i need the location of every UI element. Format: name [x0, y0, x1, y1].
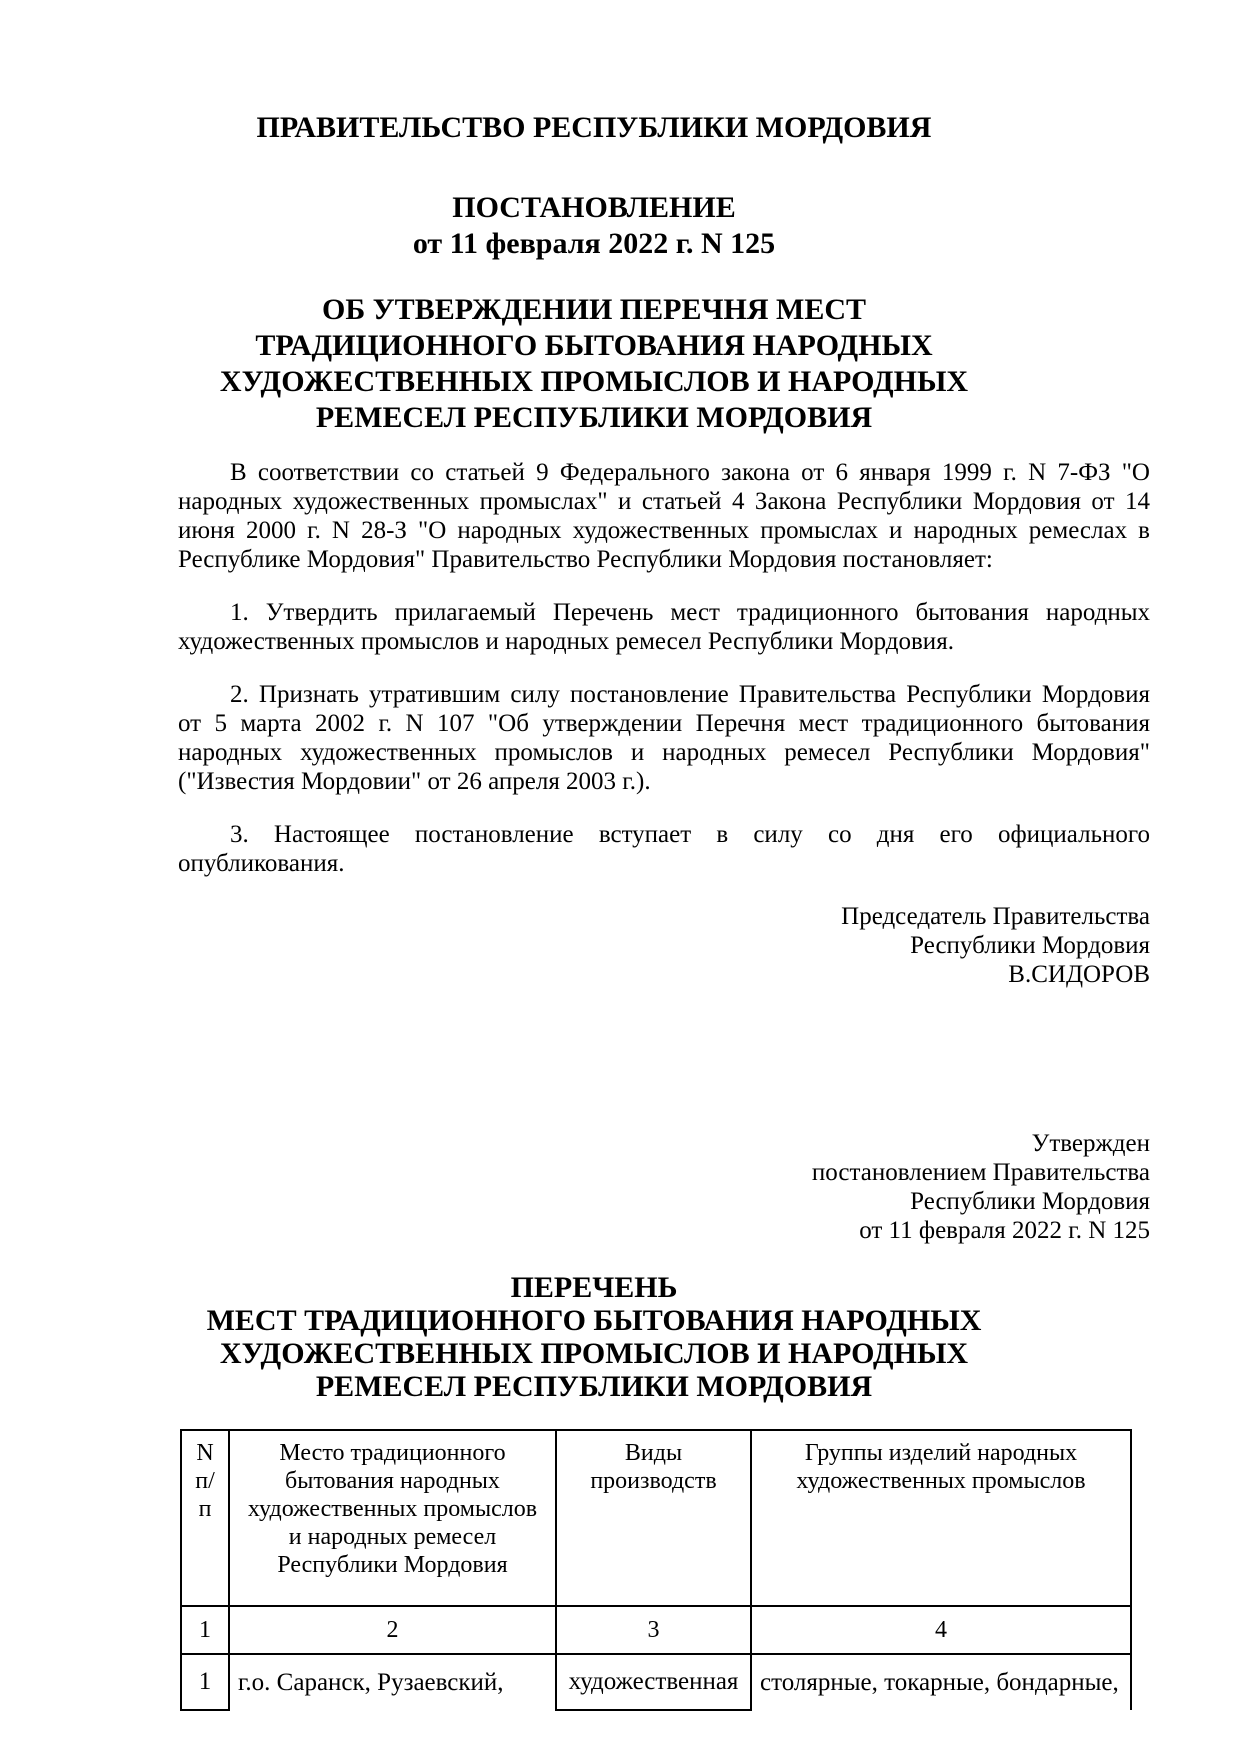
- document-date-number: от 11 февраля 2022 г. N 125: [412, 227, 776, 260]
- table-header-cell-place: Место традиционного бытования народных художественных промыслов и народных ремесел Республики Мордовия: [229, 1430, 556, 1606]
- approval-block: [178, 1129, 1150, 1245]
- signature-role-line-2: Республики Мордовия: [910, 932, 1150, 959]
- document-type: ПОСТАНОВЛЕНИЕ: [452, 191, 736, 224]
- table-cell-place: г.о. Саранск, Рузаевский,: [229, 1654, 556, 1710]
- table-header-cell-number: N п/п: [181, 1430, 229, 1606]
- table-column-number-row: [181, 1606, 1131, 1654]
- table-cell-product-group: столярные, токарные, бондарные,: [751, 1654, 1131, 1710]
- annex-title-block: [178, 1271, 1010, 1403]
- table-header-cell-production-types: Виды производств: [556, 1430, 751, 1606]
- table-row: [181, 1654, 1131, 1710]
- signature-block: [178, 902, 1150, 989]
- point-2-paragraph: 2. Признать утратившим силу постановление Правительства Республики Мордовия от 5 марта 2002 г. N 107 "Об утверждении Перечня мест традиционного бытования народных художественных промыслов и народных ремесел Республики Мордовия" ("Известия Мордовии" от 26 апреля 2003 г.).: [178, 681, 1150, 795]
- document-title: ОБ УТВЕРЖДЕНИИ ПЕРЕЧНЯ МЕСТ ТРАДИЦИОННОГО БЫТОВАНИЯ НАРОДНЫХ ХУДОЖЕСТВЕННЫХ ПРОМЫСЛОВ И НАРОДНЫХ РЕМЕСЕЛ РЕСПУБЛИКИ МОРДОВИЯ: [219, 293, 969, 434]
- annex-title-rest: МЕСТ ТРАДИЦИОННОГО БЫТОВАНИЯ НАРОДНЫХ ХУДОЖЕСТВЕННЫХ ПРОМЫСЛОВ И НАРОДНЫХ РЕМЕСЕЛ РЕСПУБЛИКИ МОРДОВИЯ: [206, 1304, 982, 1403]
- signature-name: В.СИДОРОВ: [1008, 961, 1150, 988]
- issuing-authority: ПРАВИТЕЛЬСТВО РЕСПУБЛИКИ МОРДОВИЯ: [256, 111, 932, 144]
- annex-title-word: ПЕРЕЧЕНЬ: [510, 1271, 678, 1304]
- table-header-cell-product-groups: Группы изделий народных художественных промыслов: [751, 1430, 1131, 1606]
- column-number-4: 4: [751, 1606, 1131, 1654]
- column-number-3: 3: [556, 1606, 751, 1654]
- approval-line-4: от 11 февраля 2022 г. N 125: [859, 1217, 1150, 1244]
- approval-line-2: постановлением Правительства: [811, 1159, 1150, 1186]
- point-3-paragraph: 3. Настоящее постановление вступает в силу со дня его официального опубликования.: [178, 821, 1150, 877]
- table-cell-row-number: 1: [181, 1654, 229, 1710]
- approval-line-3: Республики Мордовия: [910, 1188, 1150, 1215]
- table-cell-production-type: художественная: [556, 1654, 751, 1710]
- annex-table: [180, 1429, 1132, 1711]
- document-type-block: [178, 190, 1150, 262]
- point-1-paragraph: 1. Утвердить прилагаемый Перечень мест традиционного бытования народных художественных промыслов и народных ремесел Республики Мордовия.: [178, 599, 1150, 655]
- table-header-row: [181, 1430, 1131, 1606]
- column-number-1: 1: [181, 1606, 229, 1654]
- preamble-paragraph: В соответствии со статьей 9 Федерального закона от 6 января 1999 г. N 7-ФЗ "О народных художественных промыслах" и статьей 4 Закона Республики Мордовия от 14 июня 2000 г. N 28-З "О народных художественных промыслах и народных ремеслах в Республике Мордовия" Правительство Республики Мордовия постановляет:: [178, 459, 1150, 573]
- signature-role-line-1: Председатель Правительства: [841, 903, 1150, 930]
- approval-line-1: Утвержден: [1031, 1130, 1150, 1157]
- column-number-2: 2: [229, 1606, 556, 1654]
- document-content: [178, 0, 1150, 1711]
